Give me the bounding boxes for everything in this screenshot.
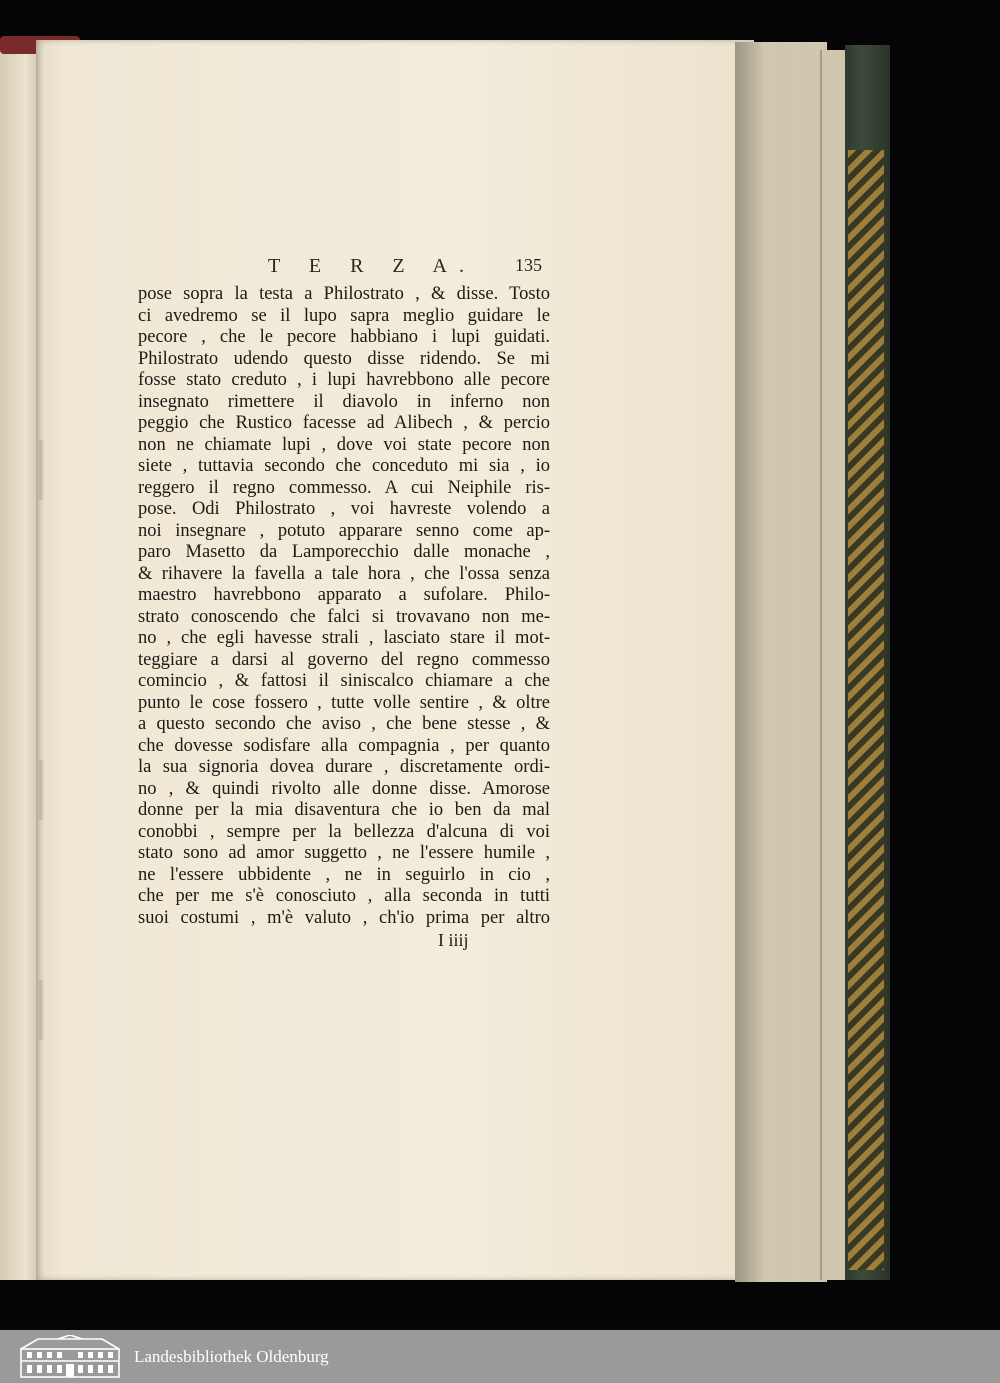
text-line: suoi costumi , m'è valuto , ch'io prima per altro [138, 907, 550, 928]
text-line: insegnato rimettere il diavolo in inferno non [138, 391, 550, 412]
text-line: pecore , che le pecore habbiano i lupi guidati. [138, 327, 550, 347]
text-line: stato sono ad amor suggetto , ne l'essere humile , [138, 843, 550, 863]
text-line: no , & quindi rivolto alle donne disse. Amorose [138, 778, 550, 799]
text-line: pose. Odi Philostrato , voi havreste volendo a [138, 499, 550, 519]
text-line: maestro havrebbono apparato a sufolare. Philo- [138, 585, 550, 605]
running-head-title: T E R Z A. [268, 255, 476, 277]
page-edges-shadow [735, 42, 765, 1282]
text-line: reggero il regno commesso. A cui Neiphile ris- [138, 477, 550, 498]
page-crease [38, 760, 44, 820]
text-line: teggiare a darsi al governo del regno commesso [138, 649, 550, 670]
page-number: 135 [515, 255, 542, 275]
text-line: Philostrato udendo questo disse ridendo. Se mi [138, 348, 550, 369]
text-line: no , che egli havesse strali , lasciato stare il mot- [138, 628, 550, 648]
text-line: siete , tuttavia secondo che conceduto mi sia , io [138, 456, 550, 476]
library-name: Landesbibliothek Oldenburg [134, 1347, 329, 1366]
text-line: pose sopra la testa a Philostrato , & disse. Tosto [138, 284, 550, 304]
text-line: che dovesse sodisfare alla compagnia , per quanto [138, 735, 550, 756]
text-line: strato conoscendo che falci si trovavano non me- [138, 606, 550, 627]
text-line: noi insegnare , potuto apparare senno come ap- [138, 520, 550, 541]
text-line: fosse stato creduto , i lupi havrebbono alle pecore [138, 370, 550, 390]
text-line: che per me s'è conosciuto , alla seconda in tutti [138, 886, 550, 906]
text-line: punto le cose fossero , tutte volle sentire , & oltre [138, 692, 550, 713]
running-head [232, 255, 542, 281]
text-line: ci avedremo se il lupo sapra meglio guidare le [138, 305, 550, 326]
spine-gilt-decoration [848, 150, 884, 1270]
text-line: paro Masetto da Lamporecchio dalle monache , [138, 542, 550, 562]
page-crease [38, 980, 44, 1040]
signature-mark: I iiij [438, 930, 469, 950]
text-line: non ne chiamate lupi , dove voi state pecore non [138, 434, 550, 455]
footer-bar [0, 1330, 1000, 1383]
text-line: la sua signoria dovea durare , discretamente ordi- [138, 757, 550, 777]
library-building-icon [18, 1335, 122, 1379]
body-text [138, 284, 550, 928]
text-line: peggio che Rustico facesse ad Alibech , & percio [138, 413, 550, 433]
page-crease [38, 440, 44, 500]
text-line: donne per la mia disaventura che io ben da mal [138, 800, 550, 820]
text-line: ne l'essere ubbidente , ne in seguirlo in cio , [138, 864, 550, 885]
text-line: comincio , & fattosi il siniscalco chiamare a che [138, 671, 550, 691]
text-line: conobbi , sempre per la bellezza d'alcuna di voi [138, 821, 550, 842]
text-line: & rihavere la favella a tale hora , che l'ossa senza [138, 563, 550, 584]
text-line: a questo secondo che aviso , che bene stesse , & [138, 714, 550, 734]
